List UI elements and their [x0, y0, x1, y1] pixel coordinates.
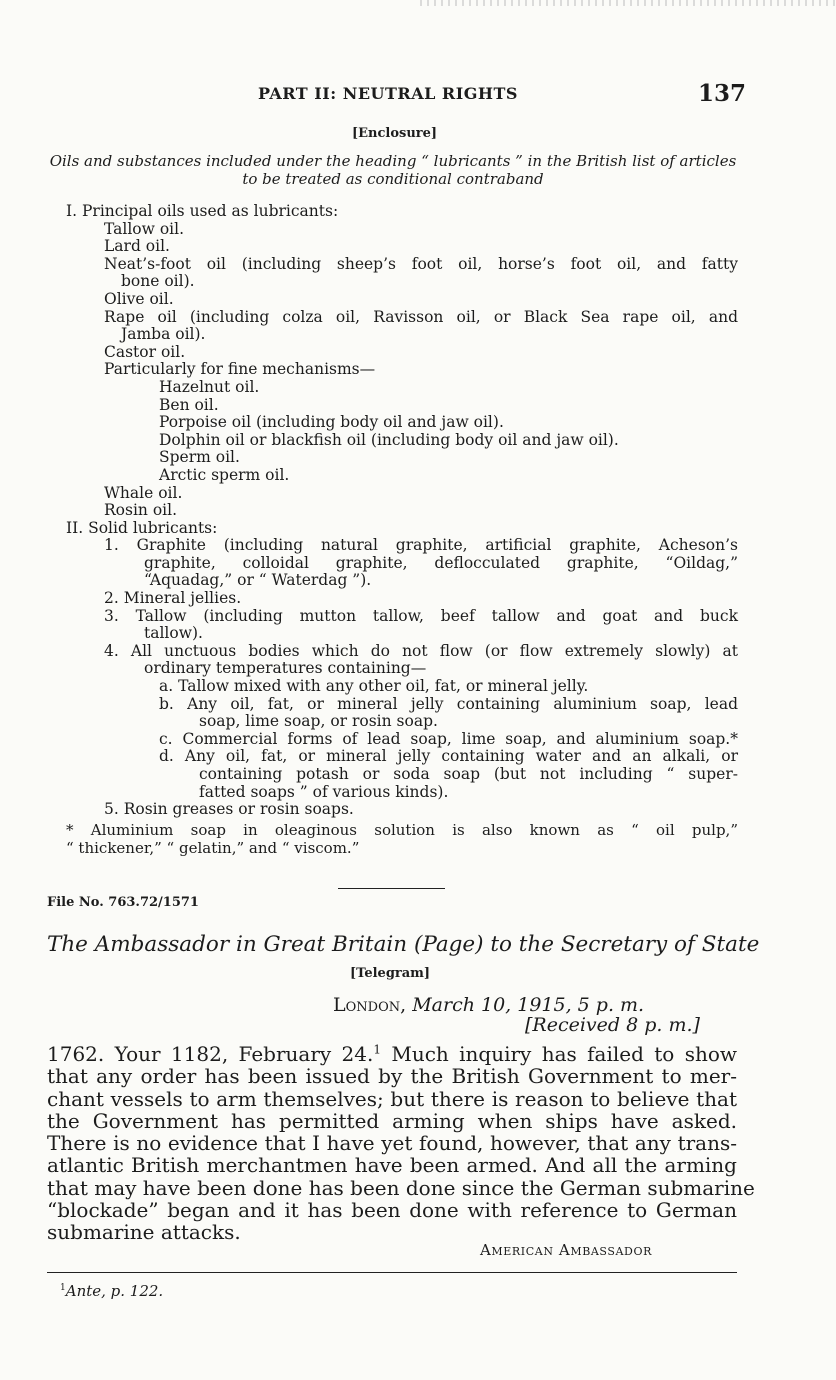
list-item: Castor oil. [104, 342, 186, 361]
body-line: the Government has permitted arming when ships have asked. [47, 1108, 737, 1133]
list-item: soap, lime soap, or rosin soap. [199, 712, 438, 731]
list-item: fatted soaps ” of various kinds). [199, 782, 449, 801]
body-line: atlantic British merchantmen have been armed. And all the arming [47, 1153, 737, 1178]
body-line: chant vessels to arm themselves; but there is reason to believe that [47, 1086, 737, 1111]
list-item: ordinary temperatures containing— [144, 659, 427, 678]
enclosure-caption: Oils and substances included under the heading “ lubricants ” in the British list of articles to be treated as conditional contraband [49, 152, 737, 188]
aluminium-footnote [66, 822, 738, 857]
list-item: bone oil). [121, 272, 195, 291]
list-item: 4. All unctuous bodies which do not flow (or flow extremely slowly) at [104, 641, 738, 660]
list-item: d. Any oil, fat, or mineral jelly containing water and an alkali, or [159, 747, 738, 766]
list-item: Rape oil (including colza oil, Ravisson oil, or Black Sea rape oil, and [104, 307, 738, 326]
list-item: Whale oil. [104, 483, 183, 502]
lubricants-list [66, 203, 738, 819]
list-item: Ben oil. [159, 395, 219, 414]
list-item: 5. Rosin greases or rosin soaps. [104, 800, 354, 819]
document-type: [Telegram] [350, 966, 431, 981]
footnote-text: Ante, p. 122. [65, 1282, 164, 1300]
list-item: Rosin oil. [104, 501, 177, 520]
list-item: c. Commercial forms of lead soap, lime soap, and aluminium soap.* [159, 729, 738, 748]
list-item: 1. Graphite (including natural graphite, artificial graphite, Acheson’s [104, 536, 738, 555]
list-item: Arctic sperm oil. [159, 465, 290, 484]
list-item: I. Principal oils used as lubricants: [66, 202, 339, 220]
list-item: Hazelnut oil. [159, 377, 260, 396]
list-item: Dolphin oil or blackfish oil (including body oil and jaw oil). [159, 430, 619, 449]
list-item: Tallow oil. [104, 219, 184, 238]
list-item: tallow). [144, 624, 203, 643]
section-divider [338, 888, 445, 889]
list-item: 3. Tallow (including mutton tallow, beef tallow and goat and buck [104, 606, 738, 625]
body-line: “blockade” began and it has been done with reference to German [47, 1198, 737, 1223]
list-item: II. Solid lubricants: [66, 518, 218, 537]
body-line: submarine attacks. [47, 1220, 241, 1245]
body-line: There is no evidence that I have yet found, however, that any trans- [47, 1131, 737, 1156]
list-item: Lard oil. [104, 237, 170, 256]
document-title: The Ambassador in Great Britain (Page) to the Secretary of State [47, 932, 760, 957]
body-line: that may have been done has been done since the German submarine [47, 1175, 755, 1200]
list-item: b. Any oil, fat, or mineral jelly containing aluminium soap, lead [159, 694, 738, 713]
list-item: graphite, colloidal graphite, deflocculated graphite, “Oildag,” [144, 553, 738, 572]
running-header: PART II: NEUTRAL RIGHTS [258, 84, 518, 103]
list-item: Sperm oil. [159, 448, 240, 467]
file-number: File No. 763.72/1571 [47, 895, 199, 910]
list-item: 2. Mineral jellies. [104, 589, 242, 608]
list-item: Particularly for fine mechanisms— [104, 360, 376, 379]
footnote-ref: 1 [373, 1042, 381, 1057]
list-item: “Aquadag,” or “ Waterdag ”). [144, 571, 372, 590]
list-item: containing potash or soda soap (but not including “ super- [199, 765, 738, 783]
telegram-body [47, 1042, 755, 1245]
scan-speckle [420, 0, 836, 6]
footnote-line: * Aluminium soap in oleaginous solution is also known as “ oil pulp,” [66, 821, 738, 839]
enclosure-label: [Enclosure] [352, 126, 438, 141]
footnote-marker: 1 [60, 1283, 66, 1293]
signature: American Ambassador [480, 1241, 652, 1259]
dateline-date: March 10, 1915, 5 p. m. [412, 994, 645, 1016]
list-item: Jamba oil). [121, 325, 206, 344]
footnote-rule [47, 1272, 737, 1273]
dateline [333, 994, 644, 1016]
page-number: 137 [698, 80, 747, 107]
list-item: Neat’s-foot oil (including sheep’s foot oil, horse’s foot oil, and fatty [104, 254, 738, 273]
body-line: that any order has been issued by the British Government to mer- [47, 1064, 737, 1089]
received-time: [Received 8 p. m.] [525, 1014, 700, 1036]
dateline-place: London, [333, 994, 407, 1016]
body-text: 1762. Your 1182, February 24. [47, 1042, 374, 1066]
body-text: Much inquiry has failed to show [380, 1042, 737, 1066]
list-item: Porpoise oil (including body oil and jaw oil). [159, 413, 504, 432]
footnote-line: “ thickener,” “ gelatin,” and “ viscom.” [66, 838, 360, 857]
page-footnote [60, 1282, 163, 1300]
body-line [47, 1043, 737, 1065]
list-item: Olive oil. [104, 289, 174, 308]
list-item: a. Tallow mixed with any other oil, fat, or mineral jelly. [159, 677, 589, 696]
